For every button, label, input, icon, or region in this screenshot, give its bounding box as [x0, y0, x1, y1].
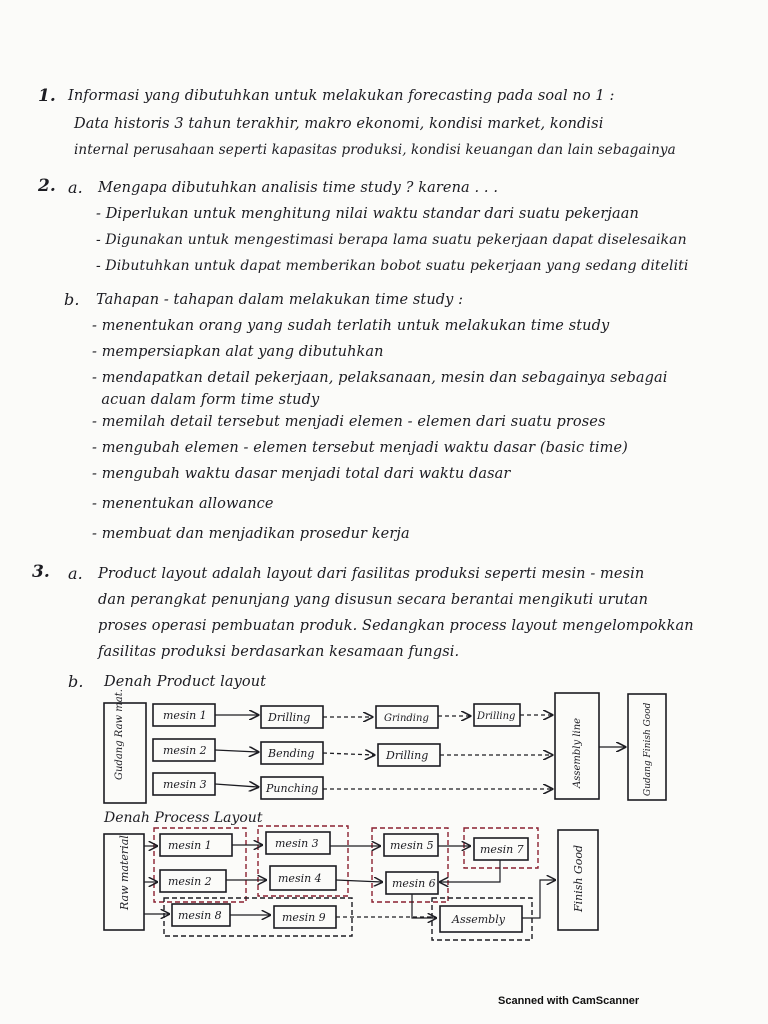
q2b-label: b. [64, 290, 80, 309]
pl-drilling-2-label: Drilling [477, 711, 516, 722]
pl-mesin-3-label: mesin 3 [163, 778, 207, 791]
q2b-item-4: - memilah detail tersebut menjadi elemen - elemen dari suatu proses [92, 414, 606, 430]
q2a-item-3: - Dibutuhkan untuk dapat memberikan bobot suatu pekerjaan yang sedang diteliti [96, 258, 689, 274]
q2a-item-1: - Diperlukan untuk menghitung nilai waktu standar dari suatu pekerjaan [96, 206, 639, 222]
q2b-item-1: - menentukan orang yang sudah terlatih untuk melakukan time study [92, 318, 610, 334]
pr-mesin-3-label: mesin 3 [275, 837, 319, 850]
q2-number: 2. [38, 176, 56, 196]
gudang-raw-box [104, 703, 146, 803]
q1-line-3: internal perusahaan seperti kapasitas produksi, kondisi keuangan dan lain sebagainya [74, 142, 676, 158]
q3b-label: b. [68, 672, 84, 691]
pl-drilling-1-label: Drilling [268, 711, 311, 724]
pr-mesin-9-label: mesin 9 [282, 911, 326, 924]
raw-material-label: Raw material [118, 835, 131, 910]
camscanner-watermark: Scanned with CamScanner [498, 995, 640, 1007]
q2b-item-8: - membuat dan menjadikan prosedur kerja [92, 526, 410, 542]
q3a-line-1: Product layout adalah layout dari fasilitas produksi seperti mesin - mesin [98, 566, 645, 582]
gudang-raw-label: Gudang Raw mat. [114, 689, 125, 780]
q3-number: 3. [32, 562, 50, 582]
q2a-item-2: - Digunakan untuk mengestimasi berapa lama suatu pekerjaan dapat diselesaikan [96, 232, 687, 248]
pl-mesin-2-label: mesin 2 [163, 744, 207, 757]
q2b-item-3: - mendapatkan detail pekerjaan, pelaksanaan, mesin dan sebagainya sebagai [92, 370, 668, 386]
gudang-finish-label: Gudang Finish Good [643, 702, 653, 796]
q1-number: 1. [38, 86, 56, 106]
pr-mesin-6-label: mesin 6 [392, 877, 436, 890]
q2a-title: Mengapa dibutuhkan analisis time study ? karena . . . [98, 180, 499, 196]
pr-mesin-4-label: mesin 4 [278, 872, 322, 885]
q2b-item-3-cont: acuan dalam form time study [92, 392, 320, 408]
pl-drilling-3-label: Drilling [386, 749, 429, 762]
pr-mesin-5-label: mesin 5 [390, 839, 434, 852]
q2b-item-2: - mempersiapkan alat yang dibutuhkan [92, 344, 384, 360]
q1-line-2: Data historis 3 tahun terakhir, makro ekonomi, kondisi market, kondisi [74, 116, 604, 132]
q3b-title: Denah Product layout [104, 674, 267, 690]
pr-assembly-label: Assembly [452, 913, 505, 926]
q2b-item-5: - mengubah elemen - elemen tersebut menjadi waktu dasar (basic time) [92, 440, 628, 456]
q2a-label: a. [68, 178, 83, 197]
finish-good-label: Finish Good [572, 844, 585, 912]
q1-line-1: Informasi yang dibutuhkan untuk melakukan forecasting pada soal no 1 : [68, 88, 615, 104]
q3a-line-3: proses operasi pembuatan produk. Sedangkan process layout mengelompokkan [98, 618, 694, 634]
q3a-line-4: fasilitas produksi berdasarkan kesamaan fungsi. [98, 644, 460, 660]
pr-mesin-2-label: mesin 2 [168, 875, 212, 888]
pr-mesin-1-label: mesin 1 [168, 839, 212, 852]
assembly-line-label: Assembly line [572, 717, 583, 788]
q3a-line-2: dan perangkat penunjang yang disusun secara berantai mengikuti urutan [98, 592, 649, 608]
pl-grinding-label: Grinding [384, 713, 429, 724]
q2b-item-6: - mengubah waktu dasar menjadi total dari waktu dasar [92, 466, 511, 482]
pl-bending-label: Bending [268, 747, 315, 760]
q2b-title: Tahapan - tahapan dalam melakukan time study : [96, 292, 464, 308]
process-layout-title: Denah Process Layout [104, 810, 263, 826]
q2b-item-7: - menentukan allowance [92, 496, 274, 512]
q3a-label: a. [68, 564, 83, 583]
pl-mesin-1-label: mesin 1 [163, 709, 207, 722]
pl-punching-label: Punching [266, 782, 319, 795]
pr-mesin-7-label: mesin 7 [480, 843, 524, 856]
pr-mesin-8-label: mesin 8 [178, 909, 222, 922]
